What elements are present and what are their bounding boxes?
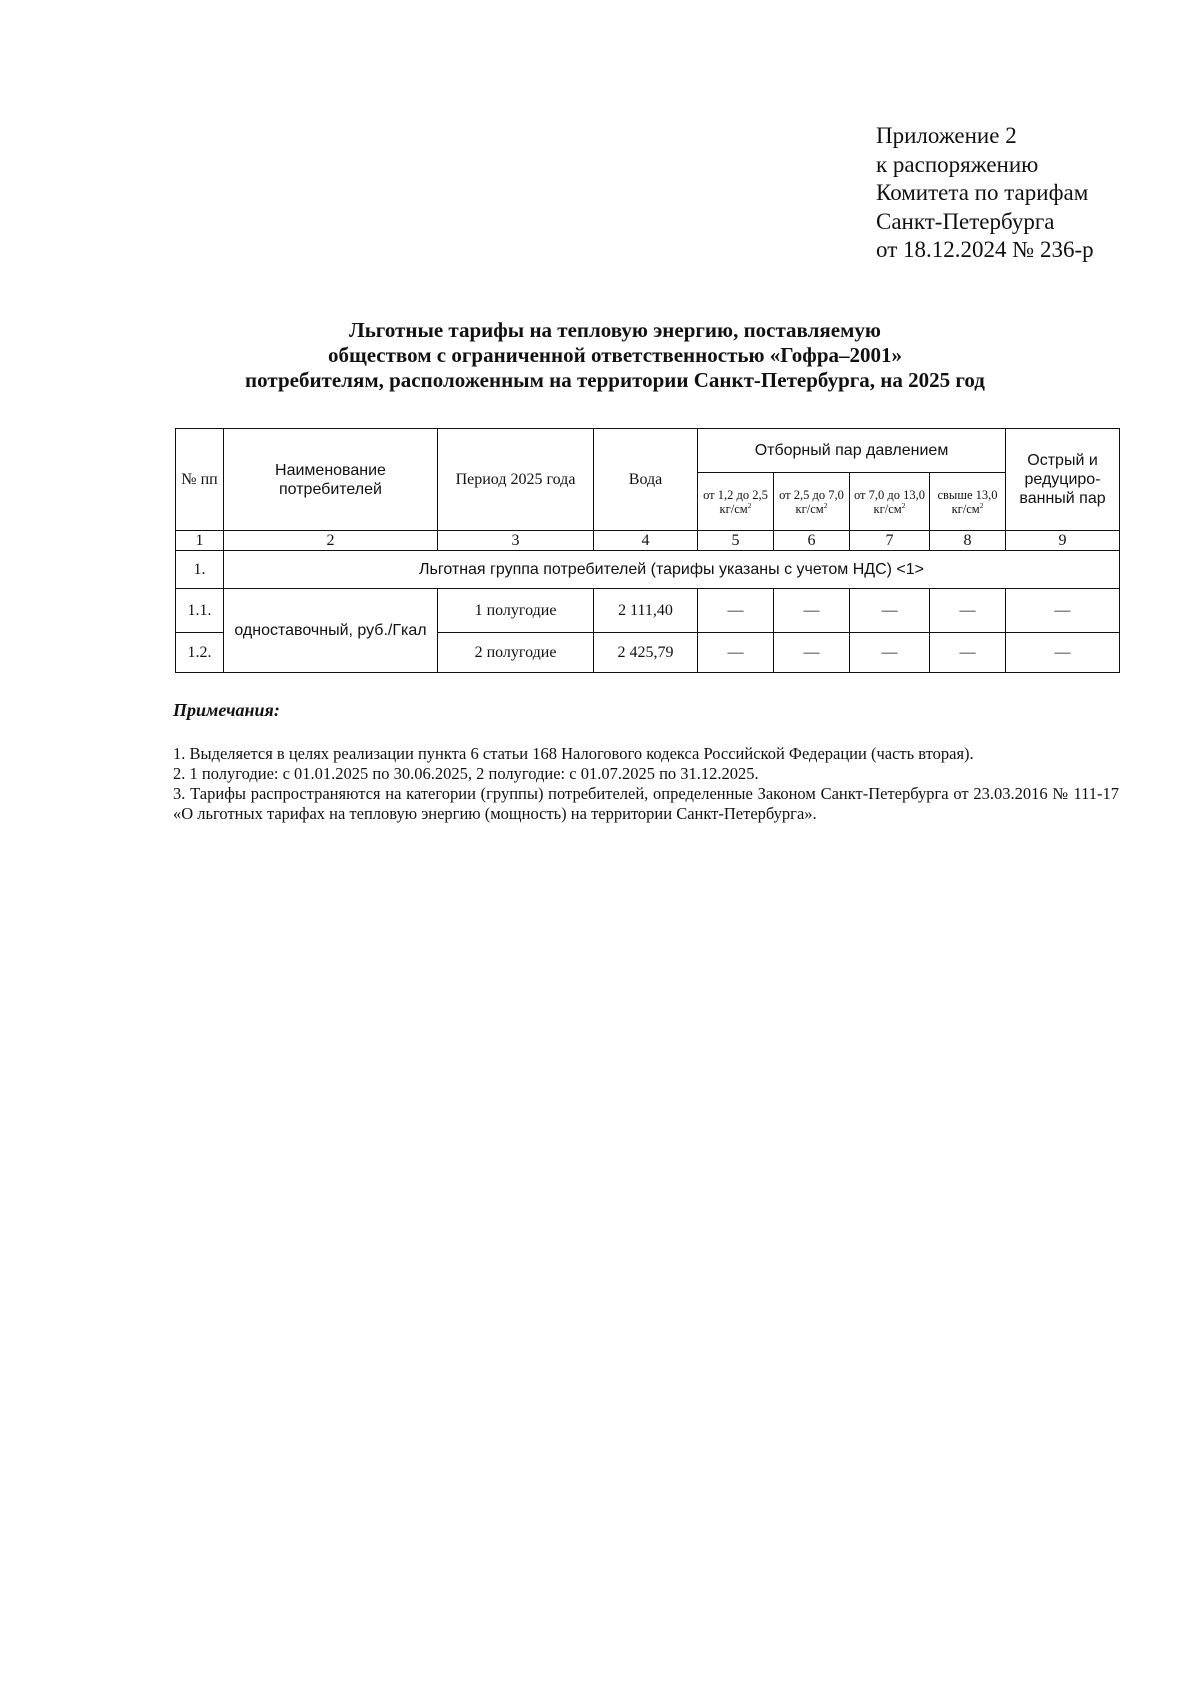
header-water: Вода xyxy=(594,429,698,531)
title-line: потребителям, расположенным на территории Санкт-Петербурга, на 2025 год xyxy=(245,368,985,392)
row-steam-3: — xyxy=(850,589,930,633)
column-number: 7 xyxy=(850,531,930,551)
column-number: 8 xyxy=(930,531,1006,551)
appendix-line: от 18.12.2024 № 236-р xyxy=(876,237,1094,262)
row-steam-2: — xyxy=(774,589,850,633)
appendix-reference xyxy=(876,122,1094,265)
header-steam-2-label: от 2,5 до 7,0 кг/см xyxy=(779,487,844,516)
unit-superscript: 2 xyxy=(901,500,906,510)
header-steam-3-label: от 7,0 до 13,0 кг/см xyxy=(853,487,926,516)
column-number: 4 xyxy=(594,531,698,551)
note-item: 2. 1 полугодие: с 01.01.2025 по 30.06.2025, 2 полугодие: с 01.07.2025 по 31.12.2025. xyxy=(173,764,759,783)
header-steam-1 xyxy=(698,473,774,531)
document-title xyxy=(120,318,1110,393)
column-number: 1 xyxy=(176,531,224,551)
unit-superscript: 2 xyxy=(979,500,984,510)
header-period: Период 2025 года xyxy=(438,429,594,531)
row-steam-1: — xyxy=(698,633,774,673)
tariff-table xyxy=(175,428,1120,673)
header-steam-1-label: от 1,2 до 2,5 кг/см xyxy=(703,487,768,516)
header-steam-4 xyxy=(930,473,1006,531)
row-num: 1.2. xyxy=(176,633,224,673)
column-number: 5 xyxy=(698,531,774,551)
title-line: Льготные тарифы на тепловую энергию, поставляемую xyxy=(349,318,881,342)
row-steam-3: — xyxy=(850,633,930,673)
unit-superscript: 2 xyxy=(823,500,828,510)
row-num: 1.1. xyxy=(176,589,224,633)
header-steam-4-label: свыше 13,0 кг/см xyxy=(937,487,998,516)
notes-heading: Примечания: xyxy=(173,700,280,720)
header-num: № пп xyxy=(176,429,224,531)
column-number: 2 xyxy=(224,531,438,551)
header-sharp-steam: Острый и редуциро-ванный пар xyxy=(1006,429,1120,531)
row-water-tariff: 2 111,40 xyxy=(594,589,698,633)
header-consumer-name: Наименование потребителей xyxy=(224,429,438,531)
unit-superscript: 2 xyxy=(747,500,752,510)
row-steam-2: — xyxy=(774,633,850,673)
title-line: обществом с ограниченной ответственностью «Гофра–2001» xyxy=(327,343,903,367)
note-item: 1. Выделяется в целях реализации пункта 6 статьи 168 Налогового кодекса Российской Федерации (часть вторая). xyxy=(173,744,974,763)
row-period: 2 полугодие xyxy=(438,633,594,673)
notes-section xyxy=(173,700,1119,824)
row-steam-1: — xyxy=(698,589,774,633)
column-number: 3 xyxy=(438,531,594,551)
column-number: 6 xyxy=(774,531,850,551)
table-row xyxy=(176,589,1120,633)
group-num: 1. xyxy=(176,551,224,589)
header-steam-group: Отборный пар давлением xyxy=(698,429,1006,473)
header-steam-2 xyxy=(774,473,850,531)
appendix-line: Комитета по тарифам xyxy=(876,180,1089,205)
group-label: Льготная группа потребителей (тарифы указаны с учетом НДС) <1> xyxy=(224,551,1120,589)
appendix-line: к распоряжению xyxy=(876,151,1039,177)
row-water-tariff: 2 425,79 xyxy=(594,633,698,673)
row-sharp-steam: — xyxy=(1006,589,1120,633)
consumer-name: одноставочный, руб./Гкал xyxy=(224,589,438,673)
note-item: 3. Тарифы распространяются на категории (группы) потребителей, определенные Законом Санкт-Петербурга от 23.03.2016 № 111-17 «О льготных тарифах на тепловую энергию (мощность) на территории Санкт-Петербурга». xyxy=(173,784,1119,823)
row-sharp-steam: — xyxy=(1006,633,1120,673)
appendix-line: Санкт-Петербурга xyxy=(876,208,1055,234)
column-number: 9 xyxy=(1006,531,1120,551)
row-steam-4: — xyxy=(930,633,1006,673)
appendix-line: Приложение 2 xyxy=(876,123,1017,148)
row-period: 1 полугодие xyxy=(438,589,594,633)
header-steam-3 xyxy=(850,473,930,531)
row-steam-4: — xyxy=(930,589,1006,633)
